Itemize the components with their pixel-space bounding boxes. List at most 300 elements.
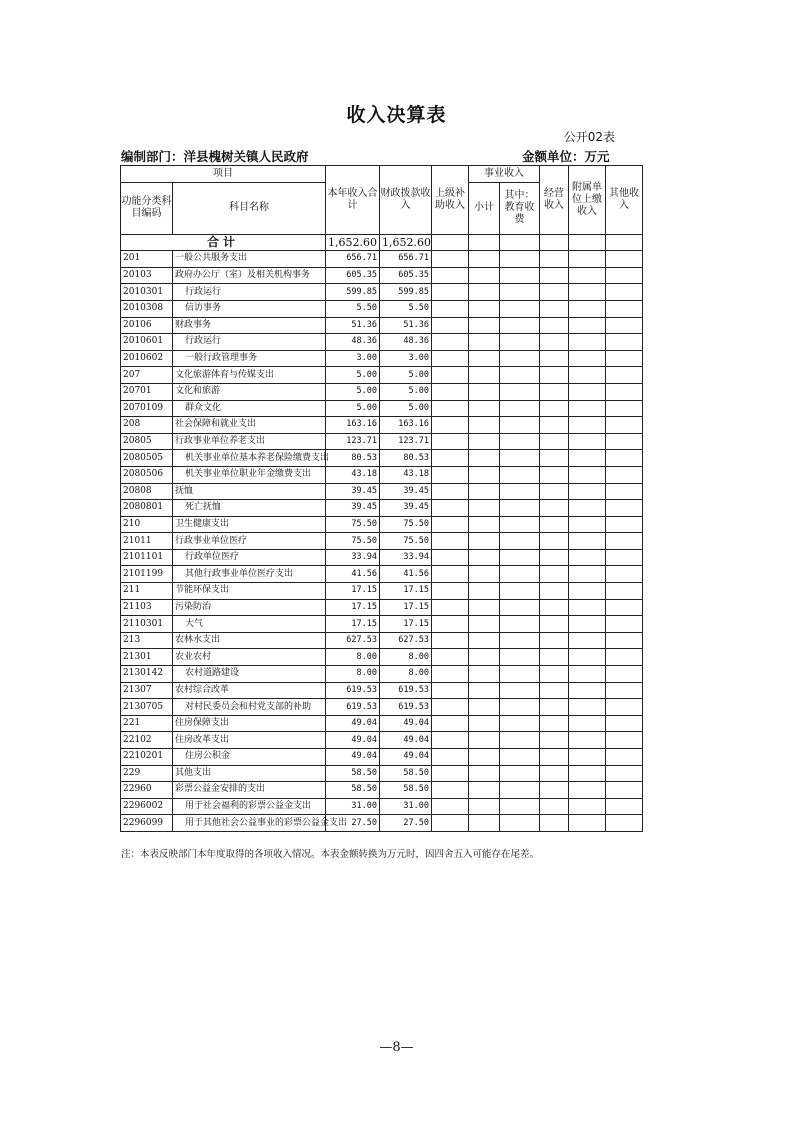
empty-cell	[432, 383, 469, 400]
empty-cell	[469, 798, 500, 815]
row-total: 31.00	[326, 798, 380, 815]
empty-cell	[569, 483, 606, 500]
row-name: 财政事务	[173, 317, 326, 334]
empty-cell	[540, 251, 569, 268]
empty-cell	[500, 334, 540, 351]
row-code: 2010601	[121, 334, 173, 351]
empty-cell	[500, 400, 540, 417]
empty-cell	[540, 383, 569, 400]
row-name: 社会保障和就业支出	[173, 417, 326, 434]
empty-cell	[569, 649, 606, 666]
page-number: —8—	[379, 1040, 414, 1055]
empty-cell	[469, 549, 500, 566]
footnote: 注：本表反映部门本年度取得的各项收入情况。本表金额转换为万元时，因四舍五入可能存在尾差。	[121, 849, 540, 860]
empty-cell	[606, 815, 643, 832]
row-code: 22102	[121, 732, 173, 749]
table-row	[121, 516, 643, 533]
empty-cell	[469, 417, 500, 434]
empty-cell	[432, 749, 469, 766]
row-total: 5.00	[326, 383, 380, 400]
empty-cell	[569, 417, 606, 434]
empty-cell	[606, 732, 643, 749]
empty-cell	[500, 749, 540, 766]
empty-cell	[500, 533, 540, 550]
empty-cell	[432, 815, 469, 832]
row-name: 农村道路建设	[173, 666, 326, 683]
empty-cell	[469, 732, 500, 749]
row-total: 75.50	[326, 533, 380, 550]
row-code: 207	[121, 367, 173, 384]
row-code: 2296002	[121, 798, 173, 815]
row-fiscal: 163.16	[380, 417, 432, 434]
empty-cell	[606, 583, 643, 600]
empty-cell	[606, 699, 643, 716]
table-row	[121, 583, 643, 600]
empty-cell	[500, 632, 540, 649]
empty-cell	[500, 350, 540, 367]
row-code: 2101199	[121, 566, 173, 583]
empty-cell	[500, 483, 540, 500]
table-row	[121, 549, 643, 566]
row-code: 213	[121, 632, 173, 649]
row-code: 20701	[121, 383, 173, 400]
empty-cell	[432, 417, 469, 434]
empty-cell	[469, 599, 500, 616]
table-row	[121, 699, 643, 716]
row-total: 3.00	[326, 350, 380, 367]
row-name: 农业农村	[173, 649, 326, 666]
empty-cell	[432, 267, 469, 284]
row-total: 27.50	[326, 815, 380, 832]
empty-cell	[469, 334, 500, 351]
row-name: 彩票公益金安排的支出	[173, 782, 326, 799]
empty-cell	[569, 699, 606, 716]
empty-cell	[540, 732, 569, 749]
row-fiscal: 17.15	[380, 583, 432, 600]
row-total: 123.71	[326, 433, 380, 450]
table-row	[121, 417, 643, 434]
empty-cell	[540, 317, 569, 334]
table-row	[121, 450, 643, 467]
row-name: 用于社会福利的彩票公益金支出	[173, 798, 326, 815]
table-row	[121, 383, 643, 400]
empty-cell	[469, 715, 500, 732]
empty-cell	[469, 815, 500, 832]
table-row	[121, 334, 643, 351]
empty-cell	[500, 251, 540, 268]
empty-cell	[569, 466, 606, 483]
row-code: 2010308	[121, 300, 173, 317]
empty-cell	[432, 500, 469, 517]
empty-cell	[606, 450, 643, 467]
row-name: 用于其他社会公益事业的彩票公益金支出	[173, 815, 326, 832]
empty-cell	[606, 334, 643, 351]
empty-cell	[569, 500, 606, 517]
row-fiscal: 17.15	[380, 599, 432, 616]
row-total: 43.18	[326, 466, 380, 483]
row-name: 住房改革支出	[173, 732, 326, 749]
empty-cell	[469, 782, 500, 799]
table-row	[121, 782, 643, 799]
empty-cell	[469, 300, 500, 317]
row-total: 599.85	[326, 284, 380, 301]
header-subtotal: 小计	[469, 182, 500, 234]
row-code: 208	[121, 417, 173, 434]
row-fiscal: 5.00	[380, 383, 432, 400]
row-total: 39.45	[326, 500, 380, 517]
row-code: 20808	[121, 483, 173, 500]
empty-cell	[469, 682, 500, 699]
empty-cell	[500, 417, 540, 434]
empty-cell	[569, 516, 606, 533]
empty-cell	[432, 450, 469, 467]
empty-cell	[500, 549, 540, 566]
table-row	[121, 284, 643, 301]
total-amount: 1,652.60	[326, 234, 380, 251]
row-total: 619.53	[326, 682, 380, 699]
empty-cell	[606, 632, 643, 649]
empty-cell	[606, 317, 643, 334]
total-fiscal: 1,652.60	[380, 234, 432, 251]
row-name: 农林水支出	[173, 632, 326, 649]
empty-cell	[606, 251, 643, 268]
empty-cell	[569, 267, 606, 284]
row-fiscal: 5.00	[380, 367, 432, 384]
row-total: 39.45	[326, 483, 380, 500]
header-fiscal: 财政拨款收入	[380, 166, 432, 235]
empty-cell	[432, 765, 469, 782]
empty-cell	[500, 599, 540, 616]
empty-cell	[606, 350, 643, 367]
empty-cell	[500, 450, 540, 467]
header-other: 其他收入	[606, 166, 643, 235]
empty-cell	[606, 417, 643, 434]
empty-cell	[606, 516, 643, 533]
empty-cell	[569, 367, 606, 384]
row-name: 死亡抚恤	[173, 500, 326, 517]
empty-cell	[540, 682, 569, 699]
row-fiscal: 656.71	[380, 251, 432, 268]
table-row	[121, 483, 643, 500]
empty-cell	[432, 682, 469, 699]
row-total: 8.00	[326, 649, 380, 666]
empty-cell	[606, 433, 643, 450]
empty-cell	[606, 749, 643, 766]
row-fiscal: 27.50	[380, 815, 432, 832]
empty-cell	[469, 383, 500, 400]
row-total: 5.50	[326, 300, 380, 317]
row-code: 2110301	[121, 616, 173, 633]
row-name: 机关事业单位职业年金缴费支出	[173, 466, 326, 483]
empty-cell	[569, 732, 606, 749]
empty-cell	[469, 350, 500, 367]
empty-cell	[500, 765, 540, 782]
empty-cell	[606, 300, 643, 317]
row-name: 行政运行	[173, 284, 326, 301]
empty-cell	[500, 500, 540, 517]
header-business: 事业收入	[469, 166, 540, 183]
row-code: 21301	[121, 649, 173, 666]
row-code: 21103	[121, 599, 173, 616]
row-code: 2101101	[121, 549, 173, 566]
table-row	[121, 715, 643, 732]
empty-cell	[540, 284, 569, 301]
empty-cell	[540, 334, 569, 351]
empty-cell	[606, 616, 643, 633]
empty-cell	[569, 583, 606, 600]
empty-cell	[469, 566, 500, 583]
empty-cell	[540, 715, 569, 732]
empty-cell	[432, 715, 469, 732]
empty-cell	[540, 699, 569, 716]
row-name: 机关事业单位基本养老保险缴费支出	[173, 450, 326, 467]
header-operating: 经营收入	[540, 166, 569, 235]
empty-cell	[569, 533, 606, 550]
header-project: 项目	[121, 166, 326, 183]
row-name: 政府办公厅（室）及相关机构事务	[173, 267, 326, 284]
row-code: 221	[121, 715, 173, 732]
empty-cell	[432, 317, 469, 334]
row-code: 2010301	[121, 284, 173, 301]
total-label: 合计	[121, 234, 326, 251]
empty-cell	[432, 732, 469, 749]
empty-cell	[540, 782, 569, 799]
empty-cell	[432, 583, 469, 600]
empty-cell	[569, 682, 606, 699]
row-total: 605.35	[326, 267, 380, 284]
empty-cell	[540, 599, 569, 616]
table-row	[121, 433, 643, 450]
table-row	[121, 798, 643, 815]
row-total: 163.16	[326, 417, 380, 434]
empty-cell	[606, 649, 643, 666]
table-row	[121, 666, 643, 683]
row-total: 49.04	[326, 749, 380, 766]
row-total: 17.15	[326, 583, 380, 600]
empty-cell	[500, 715, 540, 732]
empty-cell	[432, 599, 469, 616]
empty-cell	[469, 483, 500, 500]
empty-cell	[500, 815, 540, 832]
table-row	[121, 466, 643, 483]
empty-cell	[569, 749, 606, 766]
empty-cell	[569, 383, 606, 400]
table-row	[121, 300, 643, 317]
empty-cell	[500, 666, 540, 683]
header-subsidy: 上级补助收入	[432, 166, 469, 235]
empty-cell	[569, 599, 606, 616]
table-row	[121, 749, 643, 766]
row-total: 48.36	[326, 334, 380, 351]
header-name: 科目名称	[173, 182, 326, 234]
empty-cell	[569, 566, 606, 583]
empty-cell	[569, 616, 606, 633]
empty-cell	[569, 715, 606, 732]
empty-cell	[540, 367, 569, 384]
row-name: 大气	[173, 616, 326, 633]
table-row	[121, 566, 643, 583]
row-total: 619.53	[326, 699, 380, 716]
empty-cell	[469, 749, 500, 766]
row-total: 656.71	[326, 251, 380, 268]
row-name: 住房保障支出	[173, 715, 326, 732]
row-fiscal: 3.00	[380, 350, 432, 367]
table-row	[121, 251, 643, 268]
row-total: 5.00	[326, 367, 380, 384]
empty-cell	[469, 500, 500, 517]
empty-cell	[500, 566, 540, 583]
row-name: 行政事业单位养老支出	[173, 433, 326, 450]
empty-cell	[606, 782, 643, 799]
empty-cell	[432, 433, 469, 450]
row-fiscal: 75.50	[380, 516, 432, 533]
empty-cell	[432, 782, 469, 799]
empty-cell	[606, 798, 643, 815]
row-name: 一般公共服务支出	[173, 251, 326, 268]
empty-cell	[500, 300, 540, 317]
empty-cell	[540, 549, 569, 566]
empty-cell	[540, 649, 569, 666]
empty-cell	[540, 433, 569, 450]
empty-cell	[606, 549, 643, 566]
row-fiscal: 43.18	[380, 466, 432, 483]
empty-cell	[500, 699, 540, 716]
empty-cell	[469, 267, 500, 284]
empty-cell	[500, 267, 540, 284]
row-total: 58.50	[326, 765, 380, 782]
empty-cell	[569, 300, 606, 317]
row-fiscal: 8.00	[380, 666, 432, 683]
header-code: 功能分类科目编码	[121, 182, 173, 234]
empty-cell	[500, 317, 540, 334]
table-row	[121, 616, 643, 633]
empty-cell	[540, 350, 569, 367]
row-total: 49.04	[326, 715, 380, 732]
row-fiscal: 39.45	[380, 483, 432, 500]
row-name: 行政单位医疗	[173, 549, 326, 566]
row-fiscal: 5.50	[380, 300, 432, 317]
row-code: 2210201	[121, 749, 173, 766]
row-fiscal: 58.50	[380, 782, 432, 799]
empty-cell	[569, 400, 606, 417]
row-fiscal: 49.04	[380, 749, 432, 766]
row-fiscal: 51.36	[380, 317, 432, 334]
table-row	[121, 500, 643, 517]
empty-cell	[432, 616, 469, 633]
row-fiscal: 39.45	[380, 500, 432, 517]
empty-cell	[569, 666, 606, 683]
empty-cell	[569, 798, 606, 815]
empty-cell	[432, 483, 469, 500]
empty-cell	[469, 632, 500, 649]
empty-cell	[606, 367, 643, 384]
row-fiscal: 75.50	[380, 533, 432, 550]
table-row	[121, 599, 643, 616]
empty-cell	[540, 300, 569, 317]
row-name: 农村综合改革	[173, 682, 326, 699]
row-code: 229	[121, 765, 173, 782]
empty-cell	[500, 466, 540, 483]
empty-cell	[569, 549, 606, 566]
empty-cell	[569, 815, 606, 832]
row-fiscal: 41.56	[380, 566, 432, 583]
row-code: 20805	[121, 433, 173, 450]
row-fiscal: 8.00	[380, 649, 432, 666]
empty-cell	[540, 516, 569, 533]
empty-cell	[432, 798, 469, 815]
table-row	[121, 350, 643, 367]
row-name: 住房公积金	[173, 749, 326, 766]
table-row	[121, 317, 643, 334]
empty-cell	[540, 632, 569, 649]
empty-cell	[540, 798, 569, 815]
row-code: 201	[121, 251, 173, 268]
row-code: 21307	[121, 682, 173, 699]
empty-cell	[469, 400, 500, 417]
empty-cell	[432, 549, 469, 566]
empty-cell	[606, 566, 643, 583]
empty-cell	[469, 466, 500, 483]
row-code: 2080801	[121, 500, 173, 517]
row-fiscal: 599.85	[380, 284, 432, 301]
empty-cell	[500, 649, 540, 666]
empty-cell	[432, 367, 469, 384]
row-code: 2296099	[121, 815, 173, 832]
empty-cell	[469, 284, 500, 301]
empty-cell	[432, 400, 469, 417]
table-row	[121, 765, 643, 782]
empty-cell	[606, 483, 643, 500]
empty-cell	[500, 433, 540, 450]
header-total: 本年收入合计	[326, 166, 380, 235]
row-name: 对村民委员会和村党支部的补助	[173, 699, 326, 716]
department-label: 编制部门：洋县槐树关镇人民政府	[121, 149, 309, 164]
row-code: 20106	[121, 317, 173, 334]
row-total: 41.56	[326, 566, 380, 583]
row-total: 80.53	[326, 450, 380, 467]
row-total: 5.00	[326, 400, 380, 417]
empty-cell	[540, 765, 569, 782]
row-name: 污染防治	[173, 599, 326, 616]
empty-cell	[606, 267, 643, 284]
empty-cell	[500, 516, 540, 533]
empty-cell	[606, 466, 643, 483]
empty-cell	[540, 267, 569, 284]
row-name: 其他行政事业单位医疗支出	[173, 566, 326, 583]
empty-cell	[469, 583, 500, 600]
table-row	[121, 400, 643, 417]
row-code: 210	[121, 516, 173, 533]
empty-cell	[606, 765, 643, 782]
row-fiscal: 48.36	[380, 334, 432, 351]
row-fiscal: 80.53	[380, 450, 432, 467]
table-row	[121, 632, 643, 649]
row-total: 51.36	[326, 317, 380, 334]
row-name: 信访事务	[173, 300, 326, 317]
empty-cell	[432, 516, 469, 533]
empty-cell	[469, 533, 500, 550]
empty-cell	[469, 616, 500, 633]
empty-cell	[500, 798, 540, 815]
row-code: 22960	[121, 782, 173, 799]
total-row	[121, 234, 643, 251]
empty-cell	[606, 383, 643, 400]
row-fiscal: 49.04	[380, 732, 432, 749]
empty-cell	[500, 367, 540, 384]
table-row	[121, 267, 643, 284]
empty-cell	[540, 666, 569, 683]
row-fiscal: 49.04	[380, 715, 432, 732]
